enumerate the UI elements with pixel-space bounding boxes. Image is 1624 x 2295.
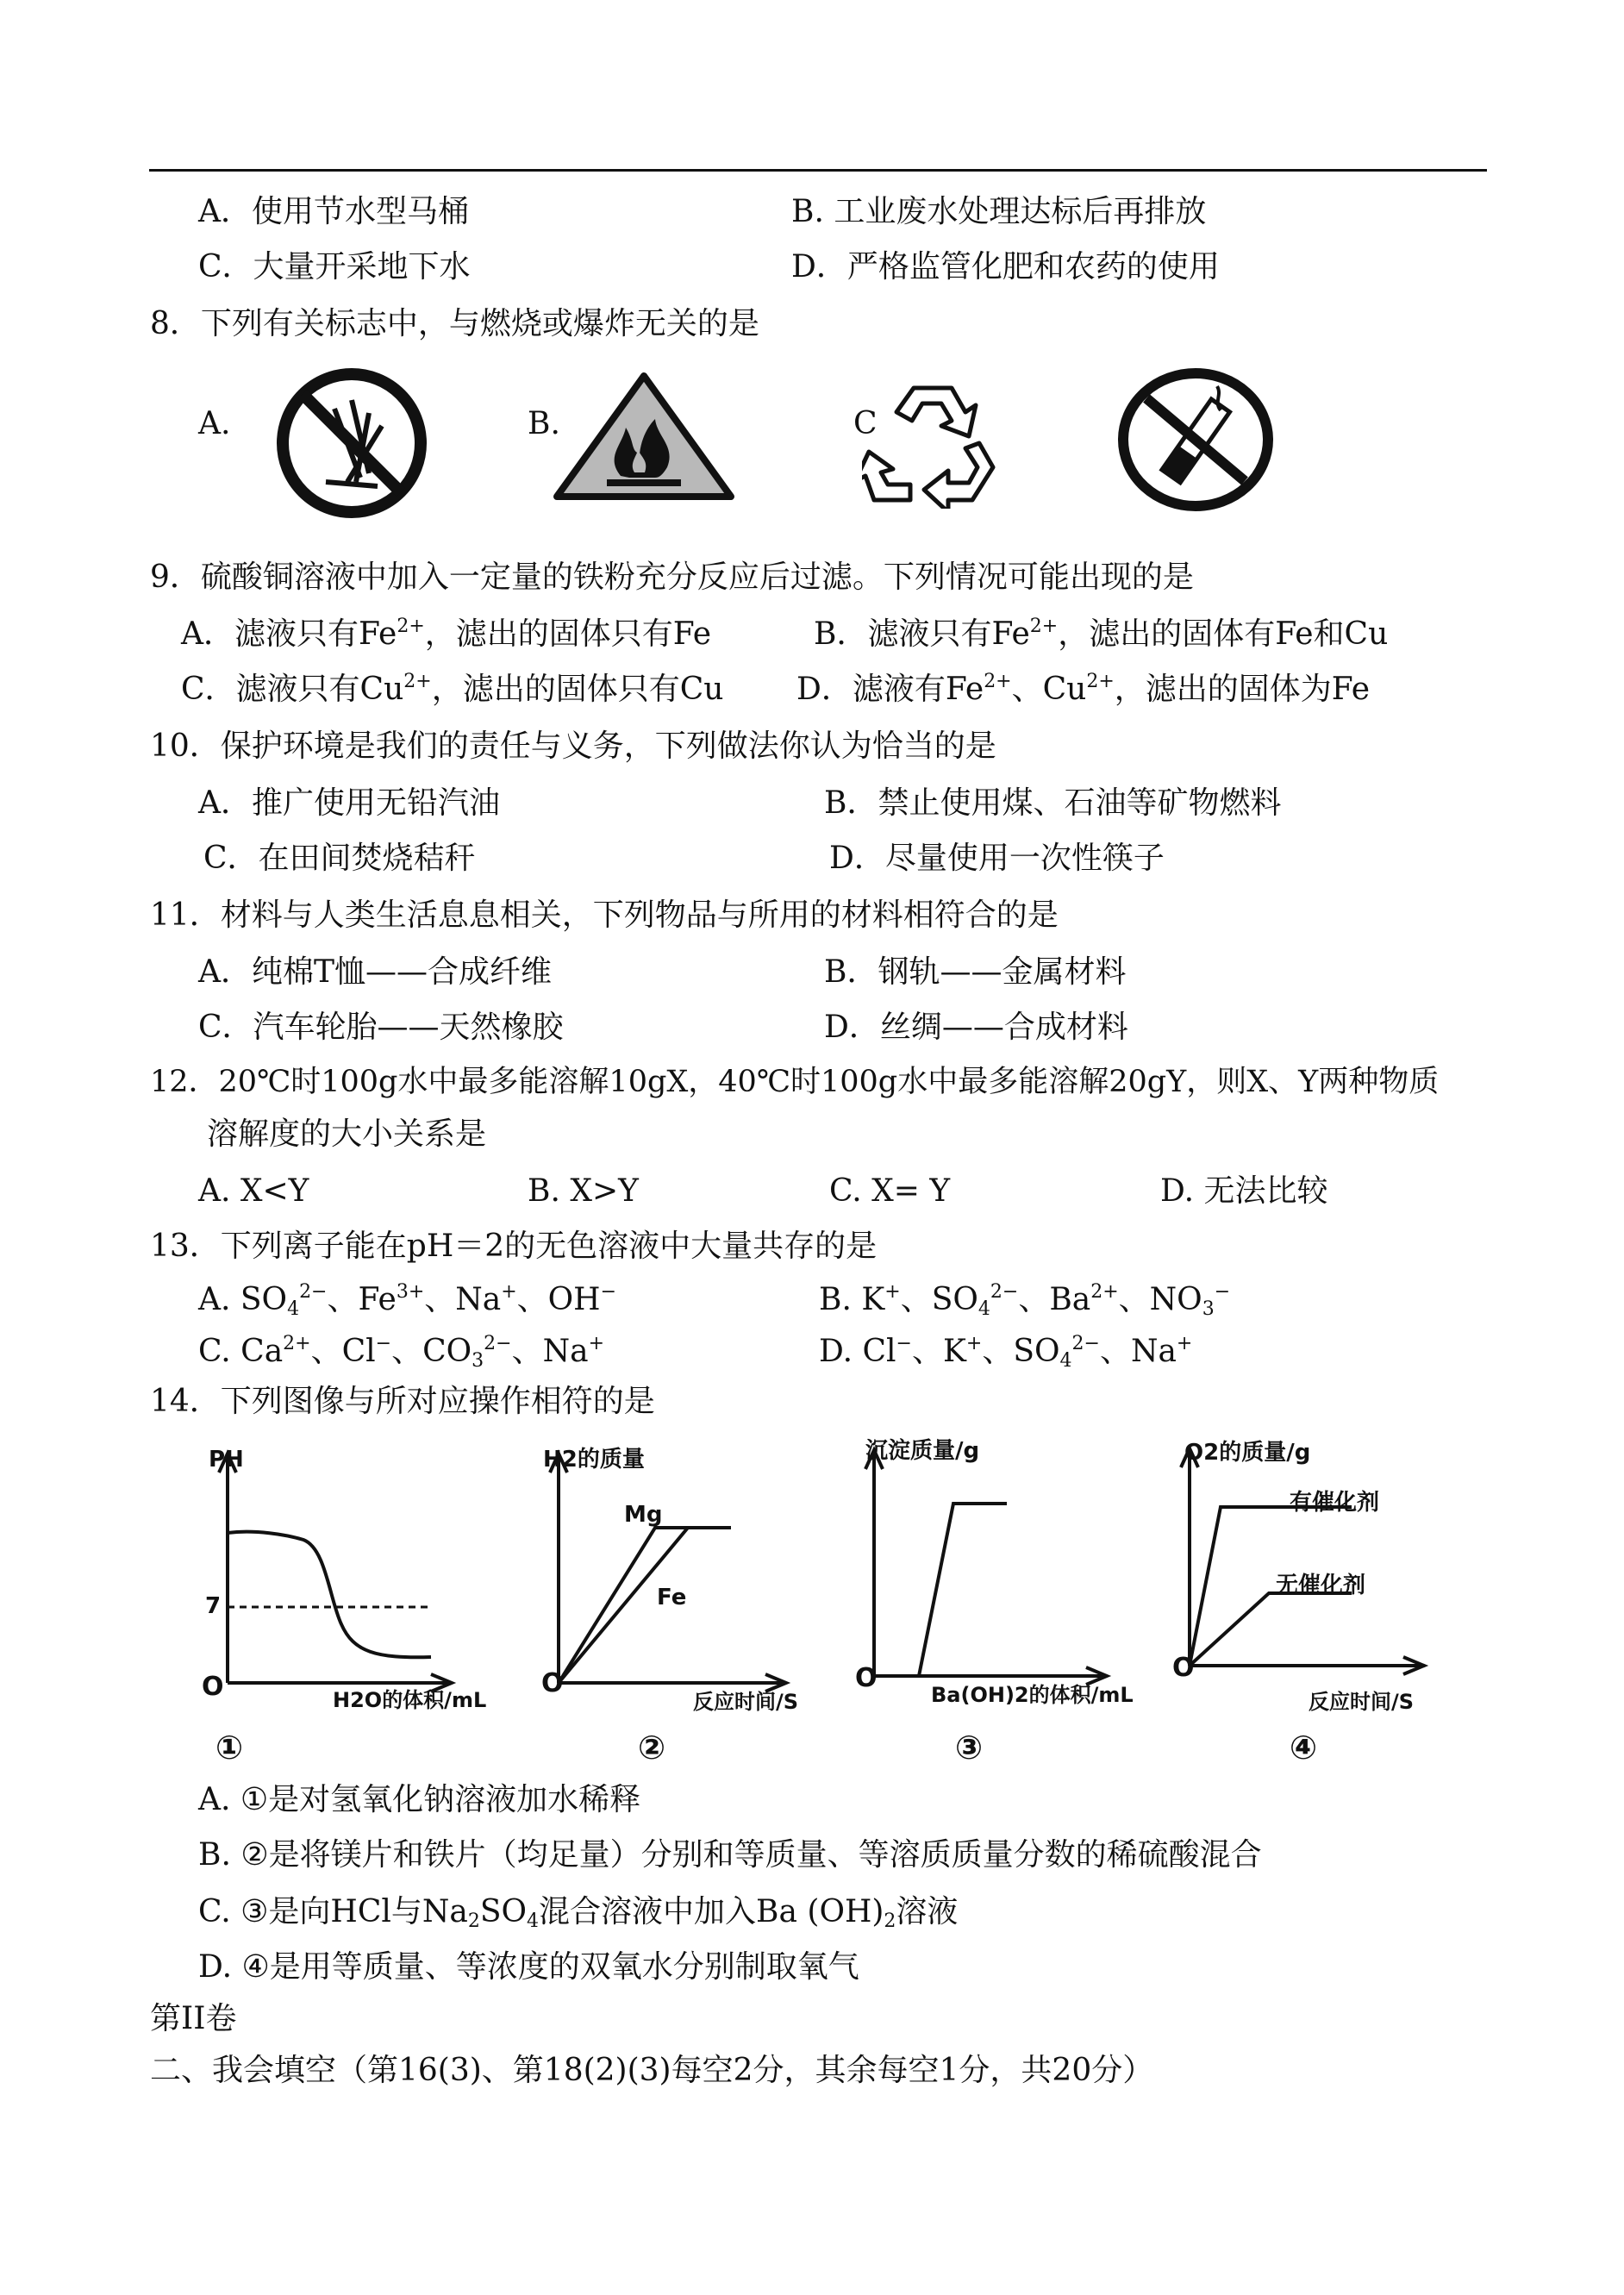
graph-3-number: ③ [955,1729,984,1767]
graph-1-tick-7: 7 [205,1593,222,1619]
q13-option-b: B. K+、$SO_4^{2-}$、$Ba^{2+}$、$NO_3^-$ [819,1281,1231,1320]
graph-4-number: ④ [1290,1729,1318,1767]
graph-2-number: ② [638,1729,666,1767]
graph-1-origin: O [202,1672,224,1702]
q10-option-d: D．尽量使用一次性筷子 [829,841,1165,876]
q10-option-b: B．禁止使用煤、石油等矿物燃料 [824,785,1282,821]
q13-option-c: C. $Ca^{2+}$、Cl−、$CO_3^{2-}$、Na+ [198,1333,604,1372]
section-2-heading: 二、我会填空（第16(3)、第18(2)(3)每空2分，其余每空1分，共20分） [150,2053,1154,2088]
no-fireworks-icon [274,366,429,521]
q7-option-b: B. 工业废水处理达标后再排放 [791,194,1207,229]
graph-3-xlabel: Ba(OH)2的体积/mL [931,1683,1134,1707]
graph-1-xlabel: H2O的体积/mL [333,1688,487,1712]
q13-stem: 13．下列离子能在pH＝2的无色溶液中大量共存的是 [150,1229,878,1264]
q14-option-a: A. ①是对氢氧化钠溶液加水稀释 [198,1782,641,1817]
q14-option-c: C. ③是向HCl与$Na_2SO_4$混合溶液中加入Ba $(OH)_2$溶液 [198,1894,959,1932]
q10-option-c: C．在田间焚烧秸秆 [203,841,476,876]
q7-option-a: A．使用节水型马桶 [198,194,469,229]
graph-3-ylabel: 沉淀质量/g [865,1438,980,1464]
graph-4-xlabel: 反应时间/S [1309,1690,1415,1714]
q11-option-b: B．钢轨——金属材料 [824,954,1127,990]
q9-option-d: D．滤液有$Fe^{2+}$、$Cu^{2+}$，滤出的固体为Fe [796,671,1371,707]
no-smoking-icon [1117,367,1274,512]
q11-option-a: A．纯棉T恤——合成纤维 [198,954,553,990]
top-rule [149,169,1487,172]
graph-2-xlabel: 反应时间/S [693,1690,799,1714]
graph-2-ylabel: H2的质量 [543,1447,645,1473]
q14-stem: 14．下列图像与所对应操作相符的是 [150,1384,655,1419]
q8-label-b: B. [528,406,560,441]
q14-option-b: B. ②是将镁片和铁片（均足量）分别和等质量、等溶质质量分数的稀硫酸混合 [198,1837,1262,1873]
graph-4-label-catalyst: 有催化剂 [1290,1490,1380,1516]
graph-2-label-fe: Fe [657,1585,687,1610]
q10-option-a: A．推广使用无铅汽油 [198,785,500,821]
q11-option-c: C．汽车轮胎——天然橡胶 [198,1010,564,1045]
q12-option-d: D. 无法比较 [1160,1173,1328,1209]
graph-2-label-mg: Mg [624,1502,663,1528]
section-2-title: 第II卷 [150,2001,237,2036]
graph-4-ylabel: O2的质量/g [1184,1440,1311,1466]
q9-stem: 9．硫酸铜溶液中加入一定量的铁粉充分反应后过滤。下列情况可能出现的是 [150,560,1194,595]
q12-option-b: B. X>Y [528,1173,639,1209]
q12-option-c: C. X= Y [829,1173,951,1209]
q14-option-d: D. ④是用等质量、等浓度的双氧水分别制取氧气 [198,1949,859,1985]
q7-option-d: D．严格监管化肥和农药的使用 [791,249,1220,285]
graph-4-label-no-catalyst: 无催化剂 [1276,1573,1366,1598]
q8-stem: 8．下列有关标志中，与燃烧或爆炸无关的是 [150,306,759,341]
q13-option-d: D. Cl−、K+、$SO_4^{2-}$、Na+ [819,1333,1193,1372]
q9-option-c: C．滤液只有$Cu^{2+}$，滤出的固体只有Cu [181,671,724,707]
graph-4-origin: O [1172,1653,1195,1683]
q11-stem: 11．材料与人类生活息息相关，下列物品与所用的材料相符合的是 [150,897,1059,933]
graph-2-origin: O [541,1668,564,1698]
q10-stem: 10．保护环境是我们的责任与义务，下列做法你认为恰当的是 [150,729,996,764]
q8-label-a: A. [198,406,231,441]
graph-1-number: ① [215,1729,244,1767]
q11-option-d: D．丝绸——合成材料 [824,1010,1128,1045]
q13-option-a: A. $SO_4^{2-}$、$Fe^{3+}$、Na+、OH− [198,1281,617,1320]
q12-stem-line2: 溶解度的大小关系是 [207,1116,487,1152]
graph-1-ylabel: PH [209,1447,244,1473]
q12-stem-line1: 12．20℃时100g水中最多能溶解10gX，40℃时100g水中最多能溶解20gY，则X、Y两种物质 [150,1065,1440,1099]
graph-3-origin: O [855,1663,878,1693]
q12-option-a: A. X<Y [198,1173,309,1209]
q8-label-c: C [853,406,878,441]
q9-option-a: A．滤液只有$Fe^{2+}$，滤出的固体只有Fe [181,616,712,652]
q9-option-b: B．滤液只有$Fe^{2+}$，滤出的固体有Fe和Cu [814,616,1389,652]
recycling-icon [862,379,1000,509]
q7-option-c: C．大量开采地下水 [198,249,471,285]
flammable-warning-icon [552,371,736,502]
